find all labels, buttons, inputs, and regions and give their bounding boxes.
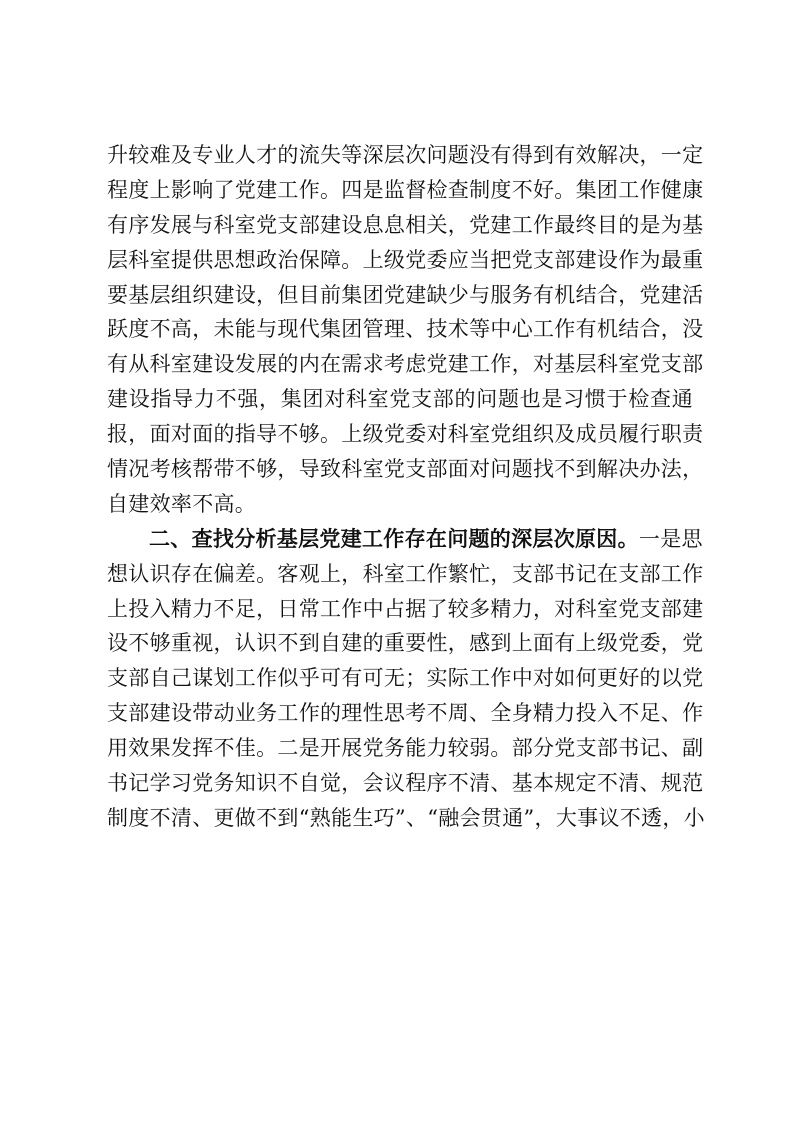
paragraph-2-first-line-text: 一是思 [638, 526, 703, 551]
paragraph-2-line: 制度不清、更做不到“熟能生巧”、“融会贯通”，大事议不透，小 [107, 805, 705, 830]
paragraph-1-line: 情况考核帮带不够，导致科室党支部面对问题找不到解决办法， [107, 457, 704, 482]
paragraph-1-line: 要基层组织建设，但目前集团党建缺少与服务有机结合，党建活 [107, 282, 704, 307]
paragraph-1-line: 层科室提供思想政治保障。上级党委应当把党支部建设作为最重 [107, 247, 704, 272]
paragraph-2-line: 用效果发挥不佳。二是开展党务能力较弱。部分党支部书记、副 [107, 736, 704, 761]
paragraph-2-line: 支部建设带动业务工作的理性思考不周、全身精力投入不足、作 [107, 701, 704, 726]
paragraph-2-line: 书记学习党务知识不自觉，会议程序不清、基本规定不清、规范 [107, 771, 704, 796]
paragraph-2-line: 上投入精力不足，日常工作中占据了较多精力，对科室党支部建 [107, 596, 704, 621]
paragraph-2-first-line [107, 522, 703, 557]
paragraph-1-line: 有序发展与科室党支部建设息息相关，党建工作最终目的是为基 [107, 212, 704, 237]
paragraph-1-line: 跃度不高，未能与现代集团管理、技术等中心工作有机结合，没 [107, 317, 704, 342]
paragraph-1-line: 自建效率不高。 [107, 491, 257, 516]
paragraph-1-line: 程度上影响了党建工作。四是监督检查制度不好。集团工作健康 [107, 177, 704, 202]
body-text [107, 138, 705, 836]
paragraph-2-line: 支部自己谋划工作似乎可有可无；实际工作中对如何更好的以党 [107, 666, 704, 691]
paragraph-1-line: 有从科室建设发展的内在需求考虑党建工作，对基层科室党支部 [107, 352, 704, 377]
paragraph-2-line: 设不够重视，认识不到自建的重要性，感到上面有上级党委，党 [107, 631, 704, 656]
paragraph-1-line: 报，面对面的指导不够。上级党委对科室党组织及成员履行职责 [107, 422, 704, 447]
section-heading: 二、查找分析基层党建工作存在问题的深层次原因。 [149, 526, 639, 551]
paragraph-1-line: 建设指导力不强，集团对科室党支部的问题也是习惯于检查通 [107, 387, 693, 412]
paragraph-2-line: 想认识存在偏差。客观上，科室工作繁忙，支部书记在支部工作 [107, 561, 704, 586]
paragraph-1-line: 升较难及专业人才的流失等深层次问题没有得到有效解决，一定 [107, 143, 704, 167]
